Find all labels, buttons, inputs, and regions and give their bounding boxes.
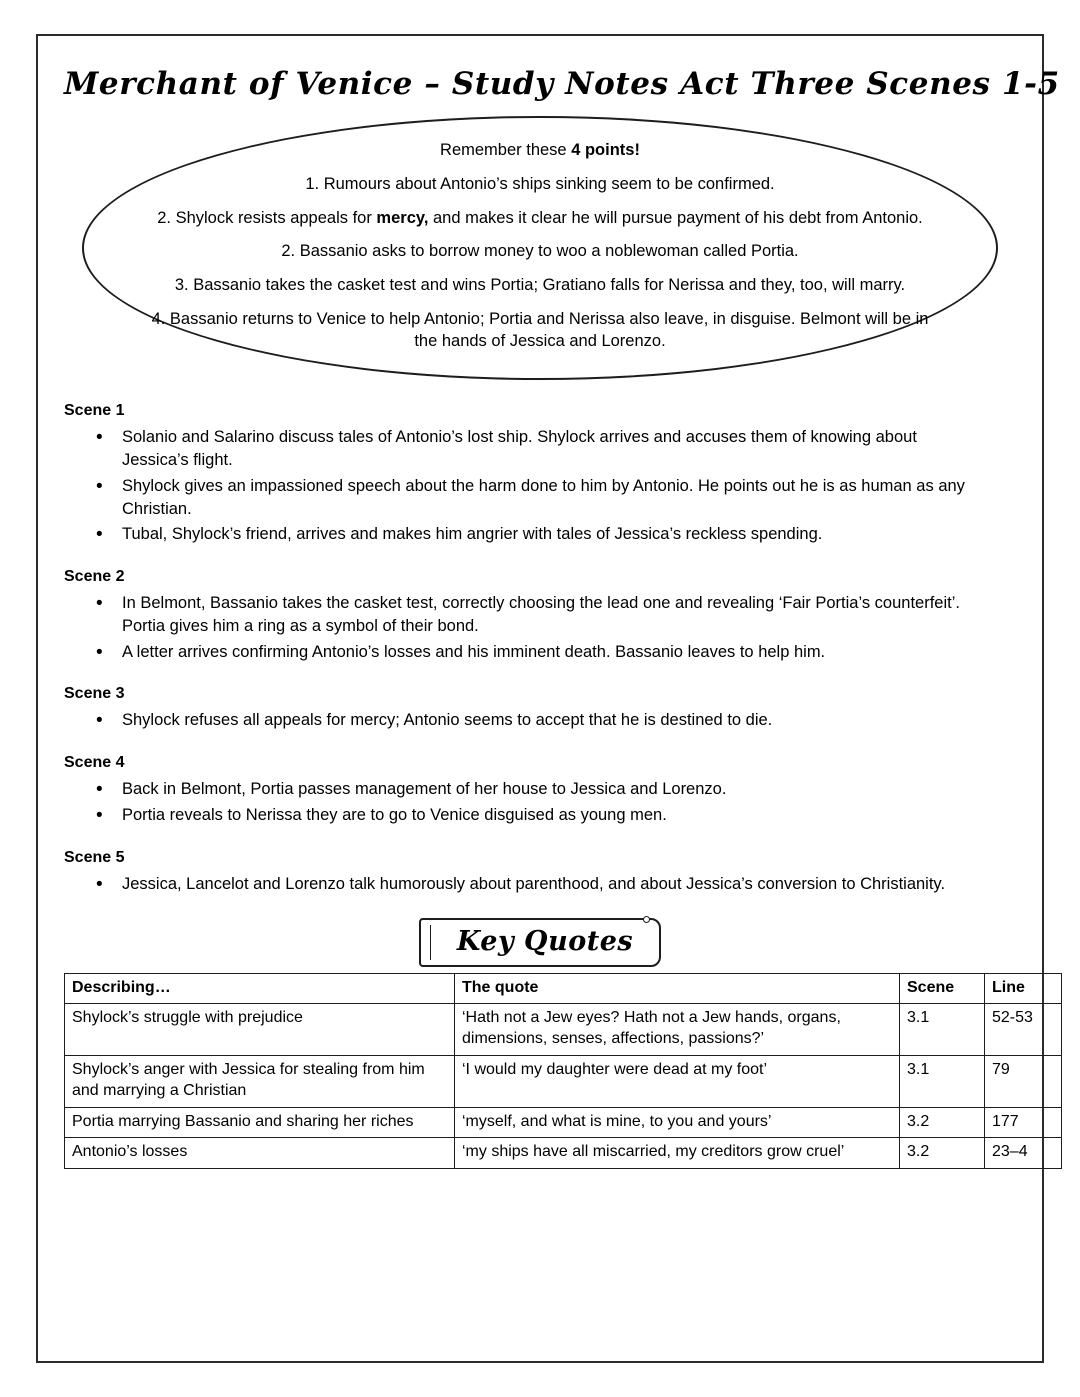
list-item: • Jessica, Lancelot and Lorenzo talk humorously about parenthood, and about Jessica’s conversion to Christianity. — [122, 873, 1016, 896]
list-item: • Shylock refuses all appeals for mercy; Antonio seems to accept that he is destined to die. — [122, 709, 1016, 732]
cell-quote: ‘I would my daughter were dead at my foot’ — [455, 1055, 900, 1107]
scene-list-1 — [64, 426, 1016, 546]
list-item: • Tubal, Shylock’s friend, arrives and makes him angrier with tales of Jessica’s reckless spending. — [122, 523, 1016, 546]
column-header-scene: Scene — [900, 973, 985, 1004]
summary-point-2 — [142, 208, 938, 230]
cell-line: 23–4 — [985, 1138, 1062, 1169]
summary-point-2-part1: 2. Shylock resists appeals for — [157, 208, 377, 227]
cell-quote: ‘myself, and what is mine, to you and yours’ — [455, 1107, 900, 1138]
page-content — [36, 34, 1060, 1169]
cell-scene: 3.2 — [900, 1107, 985, 1138]
table-row — [65, 1004, 1062, 1056]
scene-heading-3: Scene 3 — [64, 685, 125, 703]
summary-intro-bold: 4 points! — [571, 141, 640, 159]
cell-describing: Antonio’s losses — [65, 1138, 455, 1169]
cell-describing: Shylock’s struggle with prejudice — [65, 1004, 455, 1056]
summary-point-1: 1. Rumours about Antonio’s ships sinking seem to be confirmed. — [305, 174, 775, 193]
table-row — [65, 1107, 1062, 1138]
list-item: • A letter arrives confirming Antonio’s losses and his imminent death. Bassanio leaves to help him. — [122, 641, 1016, 664]
key-quotes-banner — [64, 918, 1016, 967]
cell-scene: 3.1 — [900, 1004, 985, 1056]
table-row — [65, 1055, 1062, 1107]
cell-scene: 3.2 — [900, 1138, 985, 1169]
key-quotes-box — [419, 918, 661, 967]
scene-list-3 — [64, 709, 1016, 732]
key-quotes-label: Key Quotes — [456, 925, 634, 957]
list-item: • Back in Belmont, Portia passes management of her house to Jessica and Lorenzo. — [122, 778, 1016, 801]
summary-callout — [82, 116, 998, 380]
summary-point-5: 4. Bassanio returns to Venice to help Antonio; Portia and Nerissa also leave, in disguise. Belmont will be in the hands of Jessica and Lorenzo. — [151, 309, 929, 350]
summary-point-2-part2: and makes it clear he will pursue payment of his debt from Antonio. — [428, 208, 923, 227]
banner-inner-line — [430, 925, 431, 960]
scene-heading-5: Scene 5 — [64, 848, 125, 866]
table-header-row — [65, 973, 1062, 1004]
scene-heading-1: Scene 1 — [64, 402, 125, 420]
scene-list-4 — [64, 778, 1016, 827]
list-item: • Portia reveals to Nerissa they are to go to Venice disguised as young men. — [122, 804, 1016, 827]
scene-heading-2: Scene 2 — [64, 568, 125, 586]
summary-intro — [142, 140, 938, 162]
cell-line: 52-53 — [985, 1004, 1062, 1056]
cell-line: 177 — [985, 1107, 1062, 1138]
cell-scene: 3.1 — [900, 1055, 985, 1107]
list-item: • In Belmont, Bassanio takes the casket test, correctly choosing the lead one and revealing ‘Fair Portia’s counterfeit’. Portia gives him a ring as a symbol of their bond. — [122, 592, 1016, 638]
cell-describing: Portia marrying Bassanio and sharing her riches — [65, 1107, 455, 1138]
list-item: • Shylock gives an impassioned speech about the harm done to him by Antonio. He points out he is as human as any Christian. — [122, 475, 1016, 521]
scene-list-5 — [64, 873, 1016, 896]
scene-heading-4: Scene 4 — [64, 754, 125, 772]
column-header-describing: Describing… — [65, 973, 455, 1004]
cell-line: 79 — [985, 1055, 1062, 1107]
summary-intro-prefix: Remember these — [440, 141, 572, 159]
summary-point-4: 3. Bassanio takes the casket test and wins Portia; Gratiano falls for Nerissa and they, too, will marry. — [174, 276, 906, 295]
list-item: • Solanio and Salarino discuss tales of Antonio’s lost ship. Shylock arrives and accuses them of knowing about Jessica’s flight. — [122, 426, 1016, 472]
page-title: Merchant of Venice – Study Notes Act Three Scenes 1-5 — [64, 66, 1060, 102]
table-row — [65, 1138, 1062, 1169]
cell-quote: ‘my ships have all miscarried, my creditors grow cruel’ — [455, 1138, 900, 1169]
banner-dot-icon — [643, 916, 650, 923]
summary-point-3: 2. Bassanio asks to borrow money to woo a noblewoman called Portia. — [281, 242, 799, 261]
key-quotes-table — [64, 973, 1062, 1170]
cell-describing: Shylock’s anger with Jessica for stealing from him and marrying a Christian — [65, 1055, 455, 1107]
column-header-line: Line — [985, 973, 1062, 1004]
summary-point-2-bold: mercy, — [376, 208, 429, 227]
scene-list-2 — [64, 592, 1016, 663]
cell-quote: ‘Hath not a Jew eyes? Hath not a Jew hands, organs, dimensions, senses, affections, passions?’ — [455, 1004, 900, 1056]
column-header-quote: The quote — [455, 973, 900, 1004]
